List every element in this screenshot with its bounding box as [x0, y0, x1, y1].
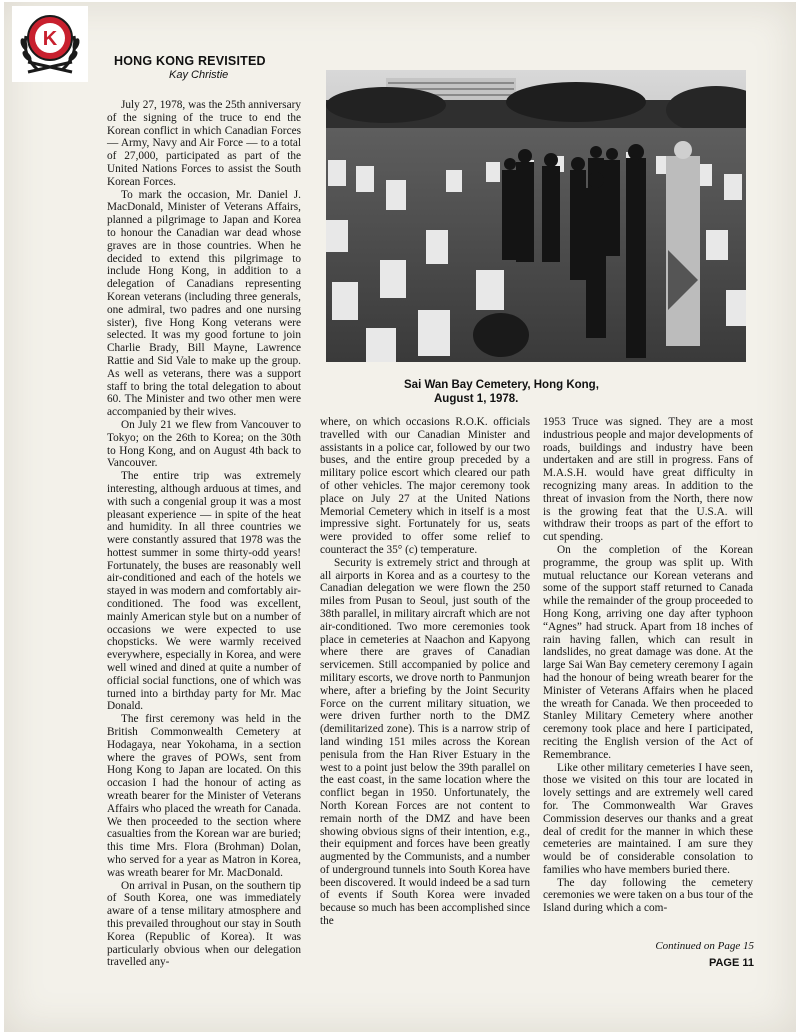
article-title: HONG KONG REVISITED [114, 54, 266, 68]
paragraph: Security is extremely strict and through at all airports in Korea and as a courtesy to the Canadian delegation we were flown the 250 miles from Pusan to Seoul, just south of the 38th parallel, in military aircraft which are not air-conditioned. Two more ceremonies took place in cemeteries at Naachon and Kapyong where there are graves of Canadian servicemen. Still accompanied by police and military escorts, we drove north to Panmunjon where, after a briefing by the Joint Security Force on the current military situation, we were driven further north to the DMZ (demilitarized zone). This is a narrow strip of land winding 151 miles across the Korean penisula from the Han River Estuary in the west to a point just below the 39th parallel on the east coast, in the same location where the conflict began in 1950. Unfortunately, the North Korean Forces are not content to remain north of the DMZ and have been showing obvious signs of their intention, e.g., their equipment and forces have been greatly augmented by the Communists, and a number of underground tunnels into South Korea have been discovered. It would indeed be a sad turn of events if South Korea were invaded because so much has been accomplished since the [320, 556, 530, 928]
paragraph: On arrival in Pusan, on the southern tip of South Korea, one was immediately aware of a tense military atmosphere and this prevailed throughout our stay in South Korea (Republic of Korea). It was particularly obvious when our delegation travelled any- [107, 879, 301, 969]
column-3 [543, 416, 753, 915]
paragraph: To mark the occasion, Mr. Daniel J. MacDonald, Minister of Veterans Affairs, planned a pilgrimage to Japan and Korea to honour the Canadian war dead whose graves are in those countries. When he decided to extend this pilgrimage to include Hong Kong, in addition to a delegation of Canadians representing Korean veterans (including three generals, one admiral, two padres and one nursing sister), five Hong Kong veterans were selected. It was my good fortune to join Charlie Brady, Bill Mayne, Lawrence Rattie and Sid Vale to make up the group. As well as veterans, there was a support staff to bring the total delegation to about 60. The Minister and two other men were accompanied by their wives. [107, 188, 301, 419]
photo-caption: Sai Wan Bay Cemetery, Hong Kong, August 1, 1978. [404, 379, 599, 405]
cemetery-photo [326, 70, 746, 362]
k-emblem-logo [12, 6, 88, 82]
column-2 [320, 416, 530, 928]
paragraph: 1953 Truce was signed. They are a most industrious people and major developments of roads, buildings and industry have been undertaken and are still in progress. Fans of M.A.S.H. would have great difficulty in recognizing many areas. In addition to the threat of invasion from the North, there now is the growing feat that the U.S.A. will withdraw their troops as part of the effort to cut spending. [543, 416, 753, 544]
paragraph: Like other military cemeteries I have seen, those we visited on this tour are located in lovely settings and are extremely well cared for. The Commonwealth War Graves Commission deserves our thanks and a great deal of credit for the manner in which these cemeteries are maintained. I am sure they would be of considerable consolation to families who have members buried there. [543, 761, 753, 876]
paragraph: The entire trip was extremely interesting, although arduous at times, and with such a congenial group it was a most pleasant experience — in spite of the heat and humidity. In all three countries we were constantly assured that 1978 was the hottest summer in some thirty-odd years! Fortunately, the buses are reasonably well air-conditioned and each of the hotels we stayed in was modern and comfortably air-conditioned. The food was excellent, mainly American style but on a number of occasions we were expected to use chopsticks. We were warmly received everywhere, especially in Korea, and were well wined and dined at quite a number of official social functions, one of which was turned into a birthday party for Mr. Mac Donald. [107, 470, 301, 713]
svg-text:K: K [42, 28, 58, 50]
magazine-page [4, 2, 796, 1032]
page-number: PAGE 11 [708, 957, 754, 969]
paragraph: The first ceremony was held in the British Commonwealth Cemetery at Hodagaya, near Yokohama, in a section where the graves of POWs, sent from Hong Kong to Japan are located. On this occasion I had the honour of acting as wreath bearer for the Minister of Veterans Affairs who placed the wreath for Canada. We then proceeded to the section where casualties from the Korean war are buried; this time Mrs. Flora (Brohman) Dolan, who served for a year as Matron in Korea, was wreath bearer for Mr. MacDonald. [107, 713, 301, 879]
article-byline: Kay Christie [169, 69, 229, 81]
continued-note: Continued on Page 15 [655, 940, 754, 952]
paragraph: where, on which occasions R.O.K. officials travelled with our Canadian Minister and assistants in a police car, followed by our two buses, and the entire group preceded by a military police escort which cleared our path of other vehicles. The major ceremony took place on July 27 at the United Nations Memorial Cemetery which in itself is a most impressive sight. Fortunately for us, seats were provided to offer some relief to counteract the 35° (c) temperature. [320, 416, 530, 556]
paragraph: On July 21 we flew from Vancouver to Tokyo; on the 26th to Korea; on the 30th to Hong Kong, and on August 4th back to Vancouver. [107, 418, 301, 470]
paragraph: July 27, 1978, was the 25th anniversary of the signing of the truce to end the Korean conflict in which Canadian Forces — Army, Navy and Air Force — to a total of 27,000, participated as part of the United Nations Forces to assist the South Korean Forces. [107, 99, 301, 188]
column-1 [107, 99, 301, 969]
article-header [114, 54, 314, 81]
paragraph: On the completion of the Korean programme, the group was split up. With mutual reluctance our Korean veterans and some of the support staff returned to Canada while the remainder of the group proceeded to Hong Kong, arriving one day after typhoon “Agnes” had struck. Apart from 18 inches of rain having fallen, which can result in landslides, no great damage was done. At the large Sai Wan Bay cemetery ceremony I again had the honour of being wreath bearer for the Minister of Veterans Affairs when he placed the wreath for Canada. We then proceeded to Stanley Military Cemetery where another ceremony took place and here I participated, reciting the English version of the Act of Remembrance. [543, 543, 753, 761]
paragraph: The day following the cemetery ceremonies we were taken on a bus tour of the Island during which a com- [543, 876, 753, 915]
